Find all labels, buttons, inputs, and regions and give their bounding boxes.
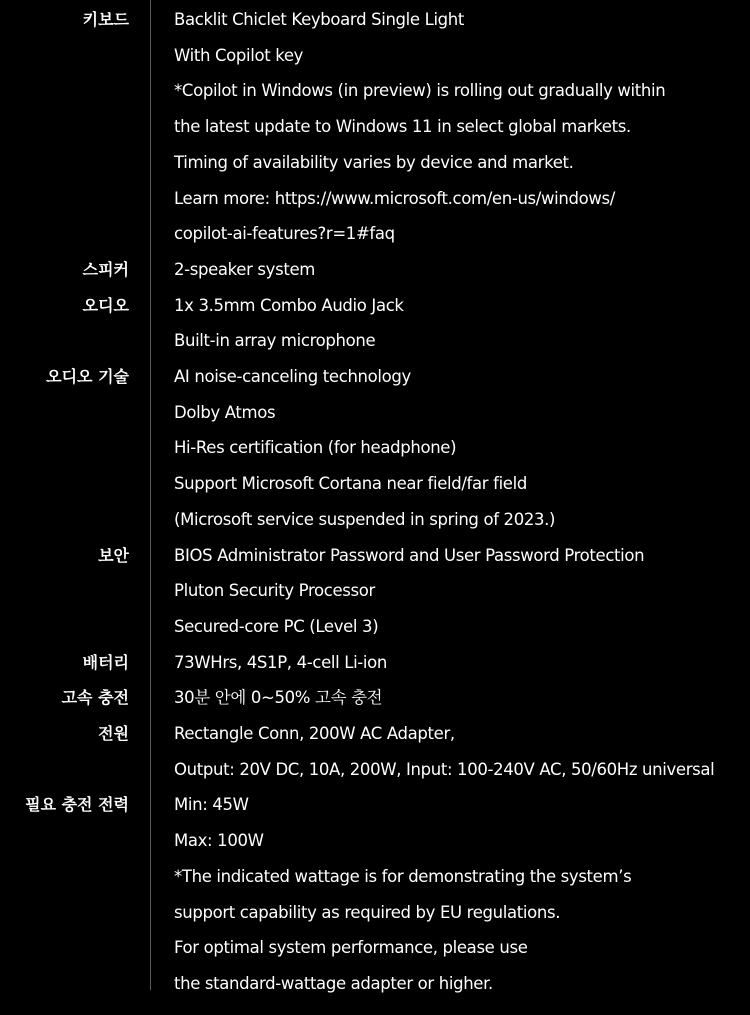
spec-row [0, 2, 750, 252]
spec-label: 보안 [98, 545, 129, 565]
spec-value-line: With Copilot key [174, 45, 304, 65]
spec-values [174, 252, 750, 288]
spec-label: 필요 충전 전력 [25, 795, 129, 815]
spec-value-line: support capability as required by EU regulations. [174, 902, 561, 922]
spec-row [0, 252, 750, 288]
spec-value-line: (Microsoft service suspended in spring of 2023.) [174, 509, 556, 529]
spec-values [174, 538, 750, 645]
spec-values [174, 2, 750, 252]
spec-value-line: BIOS Administrator Password and User Password Protection [174, 545, 645, 565]
spec-row [0, 359, 750, 538]
spec-value-line: Dolby Atmos [174, 402, 276, 422]
spec-label: 스피커 [82, 259, 129, 279]
spec-value-line: Max: 100W [174, 831, 264, 851]
spec-value-line: Built-in array microphone [174, 331, 376, 351]
spec-values [174, 680, 750, 716]
spec-values [174, 716, 750, 787]
spec-value-line: Rectangle Conn, 200W AC Adapter, [174, 724, 455, 744]
spec-value-line: *Copilot in Windows (in preview) is rolling out gradually within [174, 81, 666, 101]
spec-value-line: 30분 안에 0~50% 고속 충전 [174, 688, 383, 708]
spec-row [0, 787, 750, 1001]
spec-row [0, 538, 750, 645]
spec-row [0, 645, 750, 681]
spec-label: 키보드 [82, 10, 129, 29]
spec-value-line: Hi-Res certification (for headphone) [174, 438, 457, 458]
spec-values [174, 787, 750, 1001]
spec-value-line: the standard-wattage adapter or higher. [174, 973, 493, 993]
spec-value-line: Timing of availability varies by device and market. [174, 152, 574, 172]
spec-row [0, 680, 750, 716]
spec-value-line: 1x 3.5mm Combo Audio Jack [174, 295, 404, 315]
spec-value-line: 2-speaker system [174, 259, 315, 279]
spec-label: 전원 [98, 724, 129, 744]
spec-value-line: Pluton Security Processor [174, 581, 375, 601]
spec-values [174, 359, 750, 538]
spec-row [0, 716, 750, 787]
spec-value-line: 73WHrs, 4S1P, 4-cell Li-ion [174, 652, 388, 672]
spec-value-line: Secured-core PC (Level 3) [174, 616, 379, 636]
spec-value-line: For optimal system performance, please use [174, 938, 528, 958]
spec-label: 고속 충전 [61, 688, 129, 708]
spec-value-line: Min: 45W [174, 795, 249, 815]
spec-values [174, 288, 750, 359]
spec-row [0, 288, 750, 359]
spec-value-line: Learn more: https://www.microsoft.com/en-us/windows/ [174, 188, 615, 208]
spec-label: 배터리 [82, 652, 129, 672]
spec-value-line: Support Microsoft Cortana near field/far field [174, 474, 527, 494]
spec-values [174, 645, 750, 681]
spec-value-line: copilot-ai-features?r=1#faq [174, 224, 395, 244]
spec-value-line: *The indicated wattage is for demonstrating the system’s [174, 866, 632, 886]
spec-value-line: AI noise-canceling technology [174, 367, 411, 387]
spec-value-line: the latest update to Windows 11 in select global markets. [174, 117, 631, 137]
spec-value-line: Backlit Chiclet Keyboard Single Light [174, 10, 465, 29]
spec-label: 오디오 기술 [46, 367, 129, 387]
spec-table [0, 2, 750, 1002]
spec-value-line: Output: 20V DC, 10A, 200W, Input: 100-240V AC, 50/60Hz universal [174, 759, 715, 779]
spec-label: 오디오 [82, 295, 129, 315]
